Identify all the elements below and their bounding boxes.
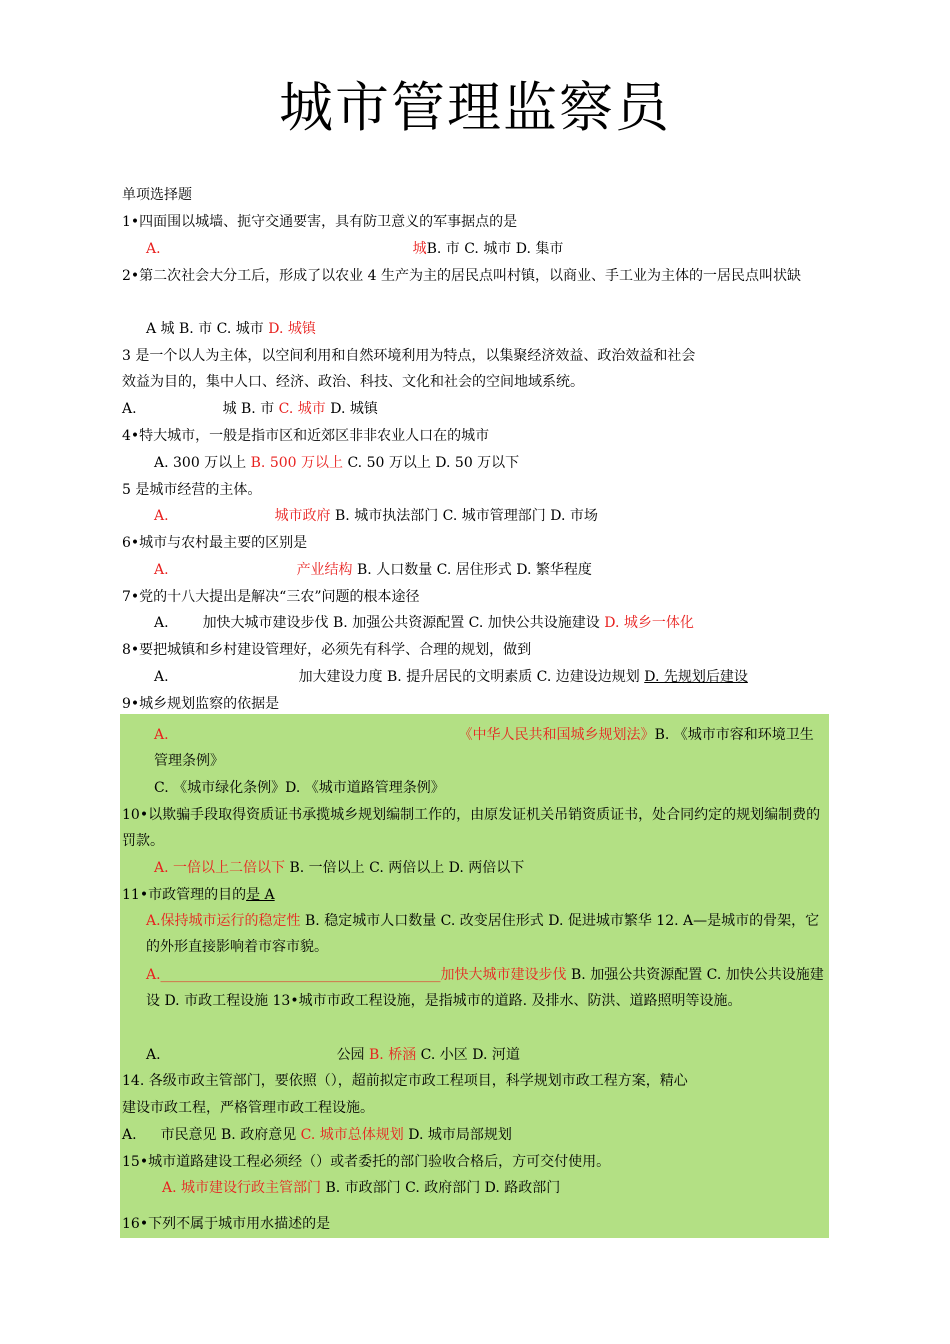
answer-line-1 — [146, 236, 563, 262]
other-options: 加快大城市建设步伐 B. 加强公共资源配置 C. 加快公共设施建设 — [202, 615, 605, 631]
answer-line-10 — [154, 855, 524, 881]
correct-answer: 产业结构 — [296, 562, 353, 578]
option-a-marker: A. — [154, 562, 169, 578]
other-options: 城 B. 市 — [222, 401, 279, 417]
correct-answer: D. 先规划后建设 — [644, 669, 748, 685]
answer-line-11 — [146, 908, 828, 960]
other-options: A 城 B. 市 C. 城市 — [146, 321, 269, 337]
other-options: 公园 — [336, 1047, 370, 1063]
option-a-marker: A. — [154, 669, 169, 685]
correct-answer: A.________________________________________加快大城市建设步伐 — [146, 967, 567, 983]
answer-line-15 — [162, 1175, 560, 1201]
correct-answer: B. 桥涵 — [369, 1047, 417, 1063]
correct-answer: B. 500 万以上 — [250, 455, 344, 471]
question-7: 7•党的十八大提出是解决“三农”问题的根本途径 — [122, 589, 420, 605]
option-a-marker: A. — [154, 508, 169, 524]
answer-line-5 — [154, 503, 598, 529]
question-11-text: 11•市政管理的目的 — [122, 887, 247, 903]
question-15: 15•城市道路建设工程必须经（）或者委托的部门验收合格后，方可交付使用。 — [122, 1154, 611, 1170]
other-options: B. 一倍以上 C. 两倍以上 D. 两倍以下 — [285, 860, 525, 876]
answer-line-2 — [146, 316, 316, 342]
correct-answer: D. 城乡一体化 — [604, 615, 694, 631]
question-1: 1•四面围以城墙、扼守交通要害，具有防卫意义的军事据点的是 — [122, 214, 518, 230]
answer-line-9-cd: C. 《城市绿化条例》D. 《城市道路管理条例》 — [154, 780, 445, 796]
page-title: 城市管理监察员 — [279, 76, 671, 139]
answer-line-9 — [154, 722, 826, 774]
section-heading: 单项选择题 — [122, 187, 192, 203]
option-a-marker: A. — [122, 1127, 137, 1143]
answer-line-8 — [154, 664, 748, 690]
other-options: B. 加强公共资源配置 C. 加快公共设施建设 D. 市政工程设施 13•城市市政工程设施，是指城市的道路. 及排水、防洪、道路照明等设施。 — [146, 967, 824, 1009]
correct-answer: D. 城镇 — [268, 321, 316, 337]
other-options: 市民意见 B. 政府意见 — [160, 1127, 301, 1143]
question-4: 4•特大城市，一般是指市区和近郊区非非农业人口在的城市 — [122, 428, 490, 444]
option-a-marker: A. — [146, 241, 161, 257]
correct-answer: 《中华人民共和国城乡规划法》 — [458, 727, 655, 743]
question-9: 9•城乡规划监察的依据是 — [122, 696, 280, 712]
question-11-underlined: 是 A — [246, 887, 275, 903]
other-options: C. 小区 D. 河道 — [416, 1047, 520, 1063]
answer-line-6 — [154, 557, 592, 583]
correct-answer: C. 城市总体规划 — [300, 1127, 404, 1143]
other-options: B. 市 C. 城市 D. 集市 — [426, 241, 564, 257]
correct-answer: 城市政府 — [274, 508, 331, 524]
correct-answer: 城 — [412, 241, 427, 257]
other-options: B. 人口数量 C. 居住形式 D. 繁华程度 — [352, 562, 592, 578]
question-3-part1: 3 是一个以人为主体，以空间利用和自然环境利用为特点，以集聚经济效益、政治效益和社会 — [122, 348, 696, 364]
correct-answer: A. 城市建设行政主管部门 — [162, 1180, 322, 1196]
other-options: B. 市政部门 C. 政府部门 D. 路政部门 — [321, 1180, 561, 1196]
option-a-marker: A. — [122, 401, 137, 417]
question-14-part1: 14. 各级市政主管部门，要依照（），超前拟定市政工程项目，科学规划市政工程方案，精心 — [122, 1073, 688, 1089]
answer-line-4 — [154, 450, 519, 476]
question-14-part2: 建设市政工程，严格管理市政工程设施。 — [122, 1100, 374, 1116]
answer-line-12 — [146, 962, 828, 1014]
other-options: 加大建设力度 B. 提升居民的文明素质 C. 边建设边规划 — [298, 669, 645, 685]
other-options: C. 50 万以上 D. 50 万以下 — [343, 455, 520, 471]
correct-answer: A.保持城市运行的稳定性 — [146, 913, 301, 929]
answer-line-13 — [146, 1042, 520, 1068]
other-options: D. 城镇 — [325, 401, 378, 417]
other-options: B. 《城市市容和环境卫生管理条例》 — [154, 727, 814, 769]
answer-line-3 — [122, 396, 378, 422]
answer-line-7 — [154, 610, 694, 636]
correct-answer: C. 城市 — [278, 401, 326, 417]
option-a-marker: A. — [146, 1047, 161, 1063]
question-3-part2: 效益为目的，集中人口、经济、政治、科技、文化和社会的空间地域系统。 — [122, 374, 584, 390]
correct-answer: A. 一倍以上二倍以下 — [154, 860, 286, 876]
other-options: A. 300 万以上 — [154, 455, 251, 471]
question-2: 2•第二次社会大分工后，形成了以农业 4 生产为主的居民点叫村镇，以商业、手工业为主体的一居民点叫状缺 — [122, 268, 801, 284]
option-a-marker: A. — [154, 615, 169, 631]
other-options: B. 城市执法部门 C. 城市管理部门 D. 市场 — [330, 508, 598, 524]
question-8: 8•要把城镇和乡村建设管理好，必须先有科学、合理的规划，做到 — [122, 642, 532, 658]
question-10: 10•以欺骗手段取得资质证书承揽城乡规划编制工作的，由原发证机关吊销资质证书，处合同约定的规划编制费的罚款。 — [122, 807, 821, 849]
answer-line-14 — [122, 1122, 512, 1148]
other-options: D. 城市局部规划 — [403, 1127, 512, 1143]
question-5: 5 是城市经营的主体。 — [122, 482, 262, 498]
question-16: 16•下列不属于城市用水描述的是 — [122, 1216, 331, 1232]
question-6: 6•城市与农村最主要的区别是 — [122, 535, 308, 551]
option-a-marker: A. — [154, 727, 169, 743]
question-11 — [122, 882, 275, 908]
other-options: B. 稳定城市人口数量 C. 改变居住形式 D. 促进城市繁华 12. A—是城市的骨架，它的外形直接影响着市容市貌。 — [146, 913, 820, 955]
